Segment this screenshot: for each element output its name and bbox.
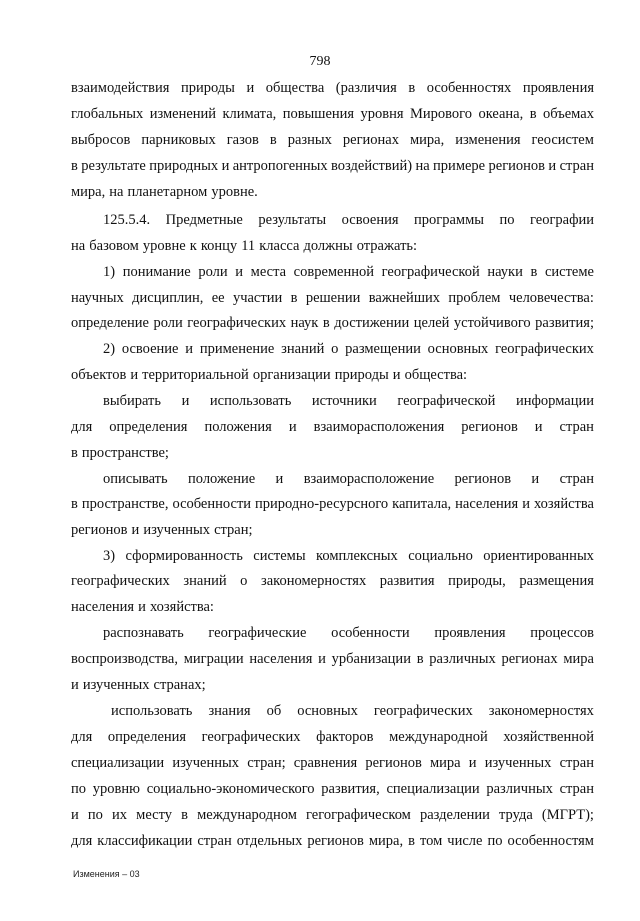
text-line: в пространстве; xyxy=(71,445,169,461)
text-line: определение роли географических наук в достижении целей устойчивого развития; xyxy=(71,315,594,331)
text-line: специализации изученных стран; сравнения регионов мира и изученных стран xyxy=(71,755,594,771)
text-line: в результате природных и антропогенных воздействий) на примере регионов и стран xyxy=(71,158,594,174)
text-line: и по их месту в международном гегографическом разделении труда (МГРТ); xyxy=(71,807,594,823)
text-line: в пространстве, особенности природно-ресурсного капитала, населения и хозяйства xyxy=(71,496,594,512)
text-line: и изученных странах; xyxy=(71,677,206,693)
page-number: 798 xyxy=(309,54,331,69)
text-line: 3) сформированность системы комплексных социально ориентированных xyxy=(103,548,594,564)
text-line: регионов и изученных стран; xyxy=(71,522,253,538)
text-line: на базовом уровне к концу 11 класса должны отражать: xyxy=(71,238,418,254)
text-line: 2) освоение и применение знаний о размещении основных географических xyxy=(103,341,594,357)
text-line: 1) понимание роли и места современной географической науки в системе xyxy=(103,264,594,280)
text-line: населения и хозяйства: xyxy=(71,599,214,615)
footer-note: Изменения – 03 xyxy=(73,869,140,879)
text-line: воспроизводства, миграции населения и урбанизации в различных регионах мира xyxy=(71,651,594,667)
text-line: объектов и территориальной организации природы и общества: xyxy=(71,367,468,383)
text-line: глобальных изменений климата, повышения уровня Мирового океана, в объемах xyxy=(71,106,594,122)
text-line: для определения географических факторов международной хозяйственной xyxy=(71,729,594,745)
text-line: выбирать и использовать источники географической информации xyxy=(103,393,594,409)
text-line: 125.5.4. Предметные результаты освоения программы по географии xyxy=(103,212,594,228)
text-line: научных дисциплин, ее участии в решении важнейших проблем человечества: xyxy=(71,290,594,306)
text-line: по уровню социально-экономического развития, специализации различных стран xyxy=(71,781,594,797)
text-line: географических знаний о закономерностях развития природы, размещения xyxy=(71,573,594,589)
text-line: взаимодействия природы и общества (различия в особенностях проявления xyxy=(71,80,594,96)
text-line: для определения положения и взаиморасположения регионов и стран xyxy=(71,419,594,435)
text-line: выбросов парниковых газов в разных регионах мира, изменения геосистем xyxy=(71,132,594,148)
text-line: мира, на планетарном уровне. xyxy=(71,184,258,200)
text-line: использовать знания об основных географических закономерностях xyxy=(111,703,594,719)
text-line: для классификации стран отдельных регионов мира, в том числе по особенностям xyxy=(71,833,594,849)
text-line: описывать положение и взаиморасположение регионов и стран xyxy=(103,471,594,487)
text-line: распознавать географические особенности проявления процессов xyxy=(103,625,594,641)
